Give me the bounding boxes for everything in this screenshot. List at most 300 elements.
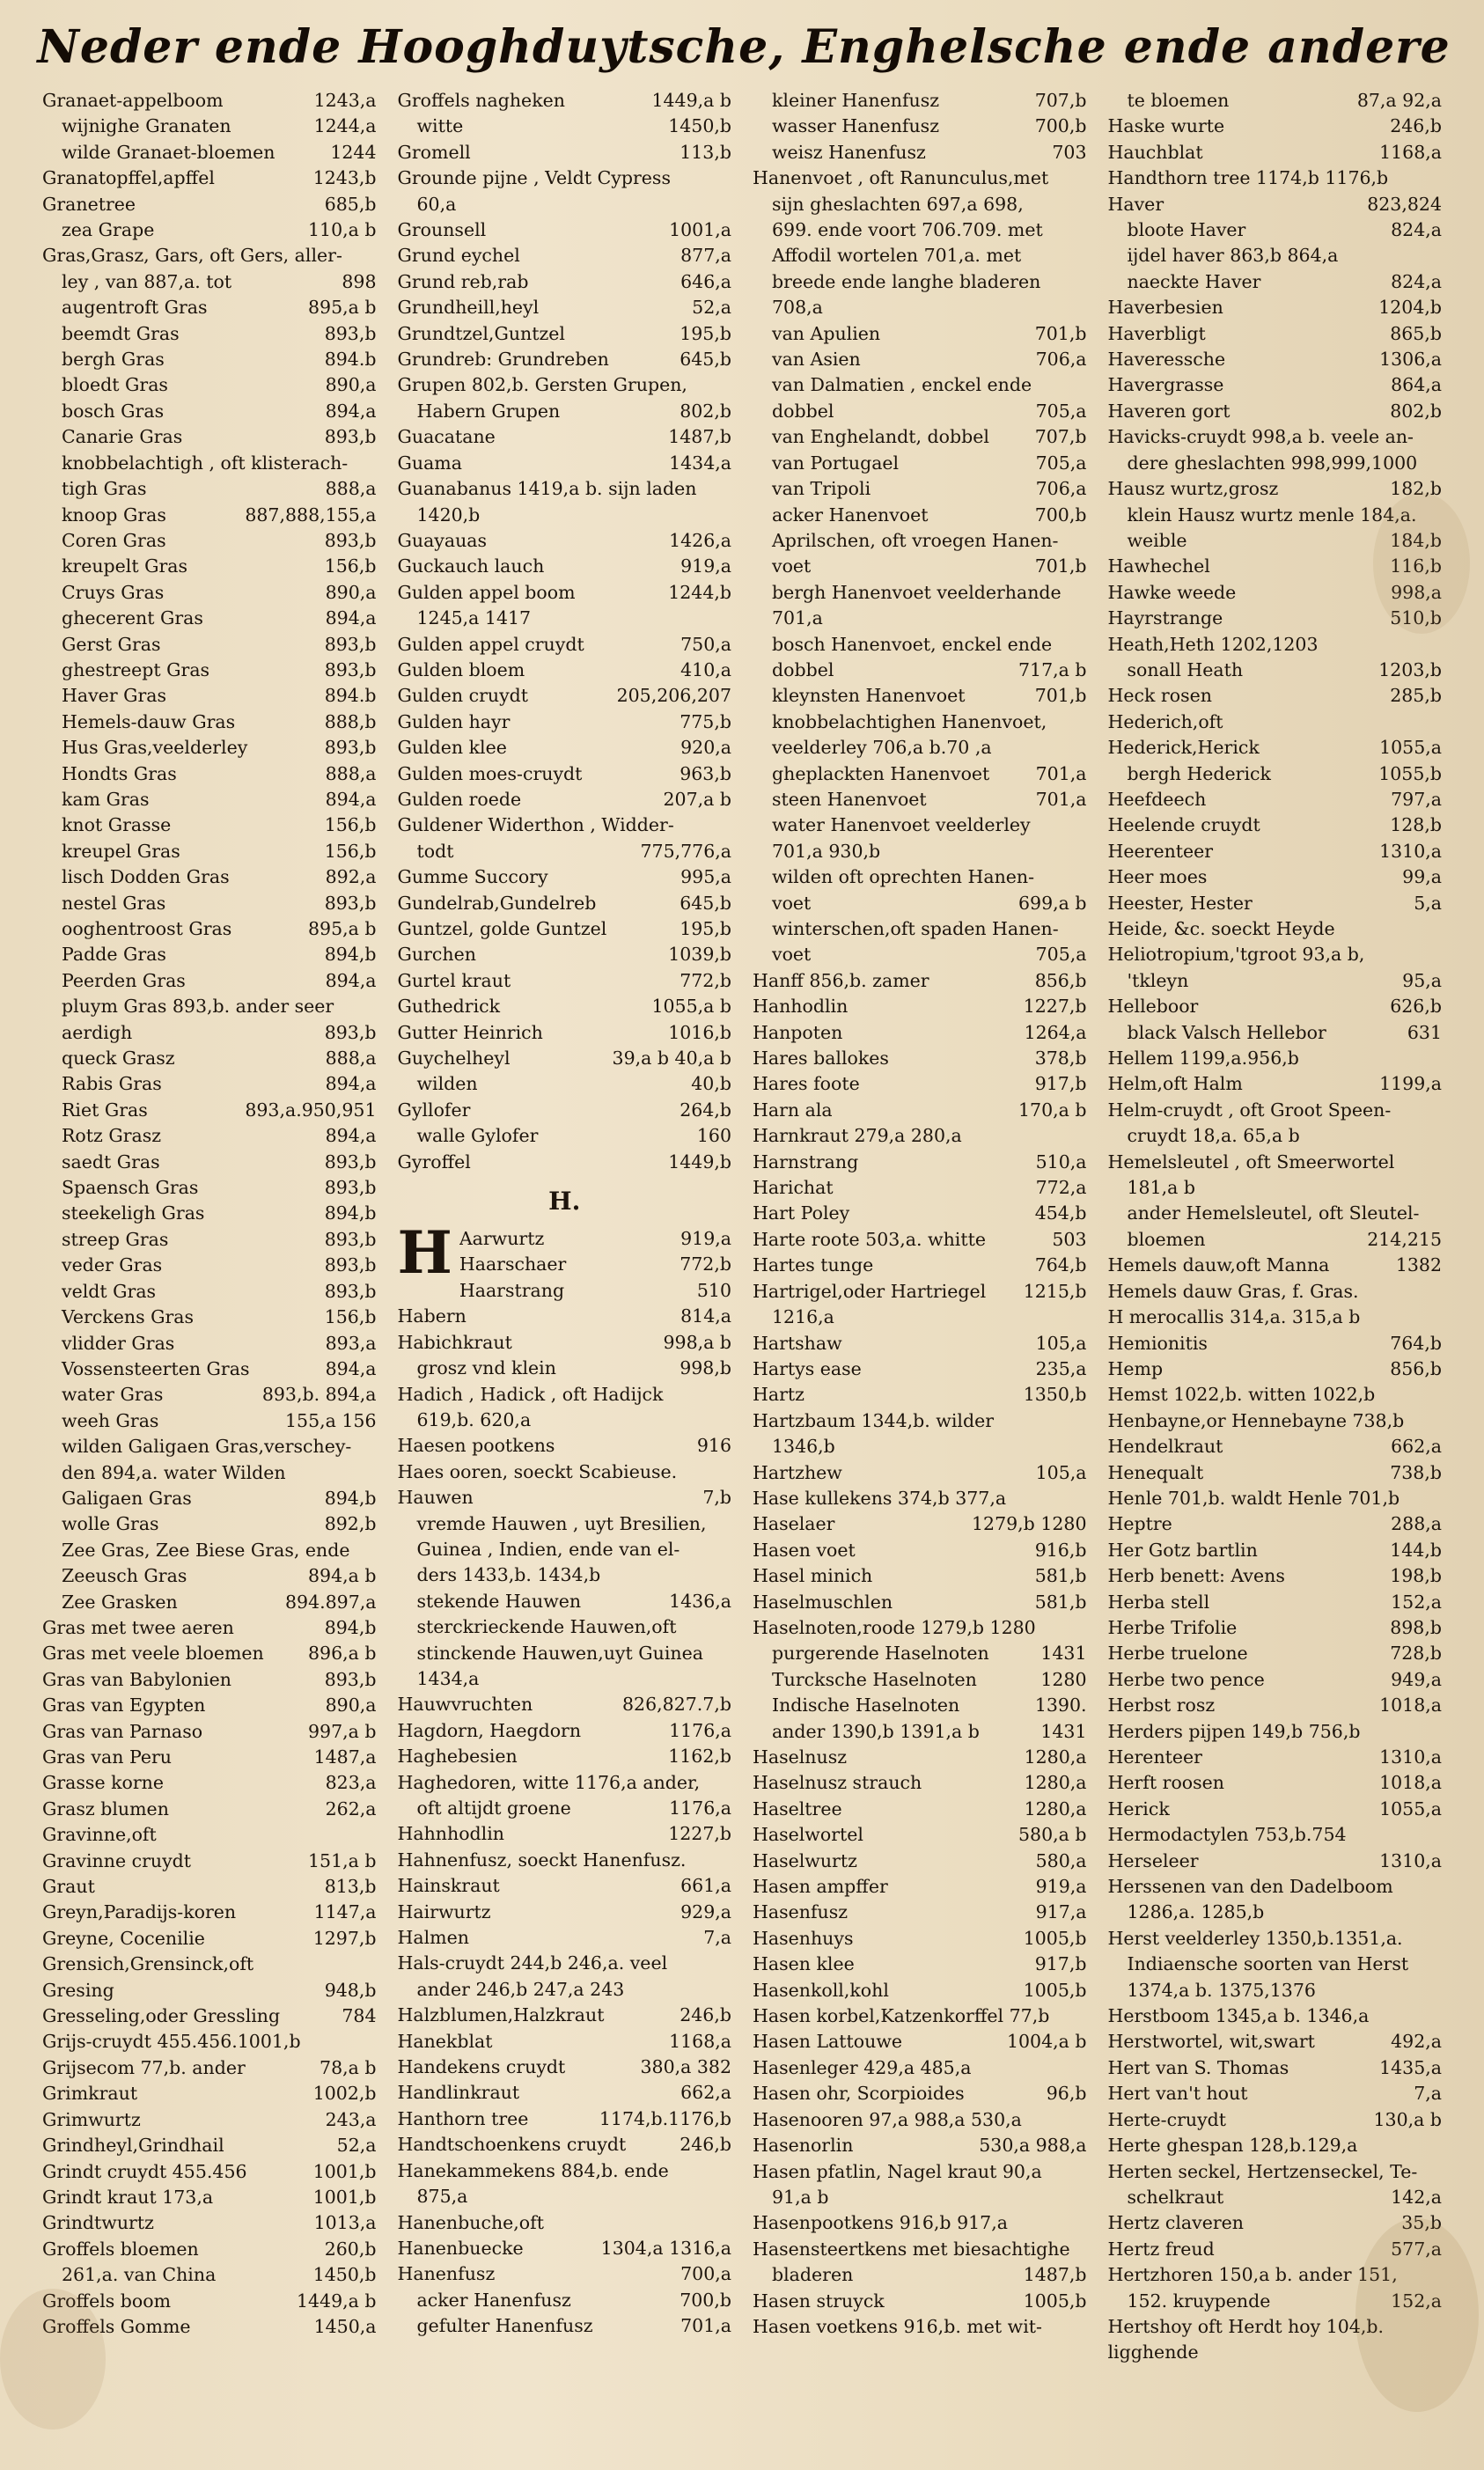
- index-entry: [753, 269, 1087, 295]
- entry-term: wasser Hanenfusz: [772, 115, 940, 137]
- index-entry: [753, 1253, 1087, 1278]
- entry-page-ref: 893,b: [324, 1254, 377, 1276]
- entry-page-ref: 95,a: [1402, 969, 1442, 991]
- index-entry: [753, 1874, 1087, 1900]
- entry-page-ref: 895,a b: [307, 918, 377, 939]
- entry-page-ref: 288,a: [1391, 1513, 1442, 1535]
- entry-term: Guntzel, golde Guntzel: [397, 918, 607, 939]
- index-entry: [1108, 942, 1443, 967]
- index-entry: [42, 1046, 377, 1071]
- page-title: Neder ende Hooghduytsche, Enghelsche ende andere: [37, 20, 1451, 74]
- entry-page-ref: 890,a: [325, 581, 377, 603]
- index-entry: [1108, 1590, 1443, 1615]
- index-entry: [42, 1020, 377, 1046]
- index-entry: [398, 372, 732, 398]
- index-entry: [398, 709, 732, 735]
- index-entry: [398, 1098, 732, 1123]
- entry-page-ref: 1436,a: [669, 1590, 731, 1612]
- entry-term: Guayauas: [397, 529, 488, 551]
- entry-term: Gras met veele bloemen: [42, 1643, 264, 1665]
- entry-page-ref: 285,b: [1390, 685, 1442, 707]
- index-entry: [753, 192, 1087, 217]
- entry-term: Guldener Widerthon , Widder-: [397, 814, 674, 836]
- entry-term: bosch Gras: [62, 400, 165, 422]
- index-entry: [398, 1071, 732, 1097]
- index-entry: [1108, 1098, 1443, 1123]
- entry-page-ref: 35,b: [1401, 2212, 1442, 2234]
- index-entry: [1108, 1071, 1443, 1097]
- entry-term: Hemels dauw Gras, f. Gras.: [1107, 1280, 1359, 1302]
- entry-term: Gras van Egypten: [42, 1694, 206, 1717]
- entry-term: Gras met twee aeren: [42, 1616, 234, 1638]
- entry-term: wilden: [416, 1073, 478, 1095]
- entry-term: Grundreb: Grundreben: [397, 349, 609, 371]
- entry-page-ref: 182,b: [1390, 478, 1442, 500]
- entry-term: 875,a: [416, 2186, 468, 2208]
- entry-term: Hart Poley: [753, 1202, 850, 1224]
- entry-term: Gerst Gras: [62, 633, 161, 655]
- index-entry: [1108, 1253, 1443, 1278]
- index-entry: [398, 1433, 732, 1459]
- entry-term: Heer moes: [1107, 866, 1208, 888]
- entry-term: Granaet-appelboom: [42, 90, 224, 111]
- index-entry: [42, 372, 377, 398]
- index-entry: [753, 2185, 1087, 2210]
- entry-page-ref: 893,b: [324, 322, 377, 344]
- index-entry: [42, 295, 377, 320]
- entry-term: pluym Gras 893,b. ander seer: [62, 996, 334, 1018]
- index-entry: [42, 683, 377, 709]
- index-entry: [398, 114, 732, 139]
- entry-page-ref: 130,a b: [1373, 2108, 1442, 2130]
- entry-term: 1374,a b. 1375,1376: [1127, 1979, 1316, 2001]
- entry-page-ref: 1449,b: [668, 1150, 731, 1173]
- entry-term: Granatopffel,apffel: [42, 167, 215, 189]
- entry-term: Gulden appel cruydt: [397, 633, 584, 655]
- entry-term: Havergrasse: [1107, 374, 1224, 396]
- index-entry: [42, 1434, 377, 1459]
- index-entry: [398, 2184, 732, 2209]
- index-entry: [753, 1123, 1087, 1149]
- entry-page-ref: 1244,a: [313, 115, 377, 137]
- entry-term: sterckrieckende Hauwen,oft: [416, 1616, 677, 1638]
- entry-term: Hendelkraut: [1107, 1436, 1223, 1458]
- index-entry: [1108, 1822, 1443, 1848]
- index-entry: [1108, 1123, 1443, 1149]
- index-entry: [1108, 476, 1443, 502]
- index-entry: [42, 1667, 377, 1693]
- entry-page-ref: 5,a: [1414, 892, 1442, 914]
- index-entry: [1108, 554, 1443, 579]
- index-entry: [753, 787, 1087, 812]
- index-columns: [33, 88, 1454, 2366]
- index-entry: [398, 632, 732, 658]
- entry-term: Hauchblat: [1107, 141, 1203, 163]
- entry-term: Spaensch Gras: [62, 1177, 199, 1199]
- entry-page-ref: 116,b: [1390, 555, 1442, 577]
- entry-term: 1216,a: [772, 1306, 834, 1328]
- entry-page-ref: 998,b: [680, 1357, 731, 1379]
- entry-page-ref: 894,a: [325, 1125, 377, 1147]
- entry-page-ref: 893,b: [324, 658, 377, 680]
- index-entry: [1108, 1563, 1443, 1589]
- entry-term: Gyllofer: [397, 1099, 471, 1121]
- entry-term: van Asien: [772, 349, 861, 371]
- index-entry: [398, 735, 732, 761]
- entry-page-ref: 700,b: [1034, 115, 1087, 137]
- entry-term: Heide, &c. soeckt Heyde: [1107, 918, 1335, 939]
- entry-page-ref: 1039,b: [668, 944, 731, 966]
- entry-term: van Tripoli: [772, 478, 871, 500]
- entry-term: Canarie Gras: [62, 426, 183, 448]
- entry-page-ref: 1310,a: [1379, 1746, 1442, 1768]
- entry-page-ref: 1001,b: [312, 2186, 377, 2208]
- entry-term: wilden oft oprechten Hanen-: [772, 866, 1035, 888]
- index-entry: [753, 2081, 1087, 2106]
- entry-term: gheplackten Hanenvoet: [772, 762, 990, 784]
- index-entry: [398, 1304, 732, 1329]
- index-entry: [753, 2314, 1087, 2340]
- index-entry: [1108, 192, 1443, 217]
- index-entry: [398, 839, 732, 864]
- entry-term: Hares foote: [753, 1073, 860, 1095]
- entry-term: Gutter Heinrich: [397, 1021, 543, 1043]
- entry-term: stinckende Hauwen,uyt Guinea: [416, 1642, 703, 1664]
- entry-page-ref: 1450,a: [313, 2315, 377, 2337]
- entry-term: Hauwvruchten: [397, 1694, 533, 1716]
- entry-term: 261,a. van China: [62, 2264, 217, 2286]
- entry-term: Gras,Grasz, Gars, oft Gers, aller-: [42, 245, 342, 267]
- entry-term: 181,a b: [1127, 1177, 1196, 1199]
- entry-term: lisch Dodden Gras: [62, 866, 230, 888]
- entry-page-ref: 706,a: [1035, 349, 1087, 371]
- index-entry: [753, 1046, 1087, 1071]
- entry-term: Hermodactylen 753,b.754: [1107, 1824, 1347, 1846]
- entry-term: Hasen voetkens 916,b. met wit-: [753, 2315, 1042, 2337]
- index-entry: [398, 1408, 732, 1433]
- index-entry: [753, 1434, 1087, 1459]
- entry-term: Haselnoten,roode 1279,b 1280: [753, 1616, 1036, 1638]
- entry-term: Hartzhew: [753, 1461, 842, 1483]
- entry-term: wilde Granaet-bloemen: [62, 141, 275, 163]
- entry-page-ref: 662,a: [1391, 1436, 1442, 1458]
- entry-term: Hasensteertkens met biesachtighe: [753, 2238, 1070, 2260]
- entry-term: Verckens Gras: [62, 1306, 195, 1328]
- entry-term: kam Gras: [62, 788, 150, 810]
- entry-page-ref: 890,a: [325, 374, 377, 396]
- entry-term: Grijsecom 77,b. ander: [42, 2056, 246, 2078]
- index-entry: [1108, 217, 1443, 243]
- index-entry: [1108, 2003, 1443, 2029]
- index-entry: [398, 994, 732, 1019]
- entry-term: knoop Gras: [62, 504, 166, 526]
- entry-term: Gravinne,oft: [42, 1824, 157, 1846]
- index-entry: [42, 891, 377, 916]
- entry-term: todt: [416, 840, 454, 862]
- entry-page-ref: 246,b: [1390, 115, 1442, 137]
- entry-term: Hasel minich: [753, 1565, 873, 1587]
- index-entry: [42, 1849, 377, 1874]
- index-entry: [753, 709, 1087, 735]
- entry-page-ref: 52,a: [692, 297, 731, 319]
- index-entry: [42, 2159, 377, 2185]
- entry-term: Heliotropium,'tgroot 93,a b,: [1107, 944, 1365, 966]
- entry-page-ref: 510,b: [1390, 607, 1442, 629]
- index-entry: [1108, 1408, 1443, 1434]
- entry-page-ref: 1168,a: [669, 2030, 731, 2052]
- index-entry: [1108, 1615, 1443, 1641]
- index-entry: [42, 1615, 377, 1641]
- index-entry: [42, 451, 377, 476]
- index-entry: [42, 1770, 377, 1796]
- entry-page-ref: 1005,b: [1023, 1927, 1087, 1949]
- index-entry: [398, 503, 732, 528]
- index-entry: [42, 1227, 377, 1253]
- entry-page-ref: 510,a: [1035, 1150, 1087, 1173]
- entry-page-ref: 963,b: [680, 762, 731, 784]
- index-entry: [42, 1071, 377, 1097]
- index-entry: [398, 658, 732, 683]
- index-entry: [1108, 1486, 1443, 1511]
- index-entry: [42, 217, 377, 243]
- entry-term: bloemen: [1127, 1228, 1206, 1250]
- entry-term: Hase kullekens 374,b 377,a: [753, 1487, 1007, 1509]
- entry-page-ref: 929,a: [680, 1900, 731, 1922]
- index-entry: [398, 968, 732, 994]
- index-entry: [1108, 503, 1443, 528]
- index-entry: [753, 1849, 1087, 1874]
- entry-page-ref: 894,b: [324, 944, 377, 966]
- index-entry: [753, 165, 1087, 191]
- index-entry: [42, 114, 377, 139]
- entry-term: Guinea , Indien, ende van el-: [416, 1538, 680, 1560]
- index-entry: [398, 2210, 732, 2236]
- entry-term: Turcksche Haselnoten: [772, 1668, 977, 1690]
- entry-page-ref: 1055,a b: [651, 996, 731, 1018]
- entry-page-ref: 764,b: [1390, 1332, 1442, 1354]
- entry-term: Indiaensche soorten van Herst: [1127, 1953, 1409, 1975]
- entry-page-ref: 893,b: [324, 1177, 377, 1199]
- entry-term: Hagdorn, Haegdorn: [397, 1719, 582, 1741]
- index-entry: [398, 1382, 732, 1408]
- entry-term: 619,b. 620,a: [416, 1408, 532, 1430]
- index-entry: [398, 1537, 732, 1562]
- entry-page-ref: 893,b: [324, 737, 377, 759]
- entry-page-ref: 888,b: [324, 710, 377, 732]
- entry-term: Hasenkoll,kohl: [753, 1979, 889, 2001]
- entry-term: Gras van Parnaso: [42, 1720, 203, 1742]
- entry-term: Hahnhodlin: [397, 1823, 504, 1845]
- entry-term: Riet Gras: [62, 1099, 148, 1121]
- index-entry: [1108, 709, 1443, 735]
- entry-term: Guanabanus 1419,a b. sijn laden: [397, 478, 697, 500]
- index-entry: [42, 1408, 377, 1434]
- index-entry: [753, 2003, 1087, 2029]
- entry-page-ref: 1304,a 1316,a: [600, 2237, 731, 2259]
- index-entry: [1108, 88, 1443, 114]
- entry-term: Heptre: [1107, 1513, 1172, 1535]
- index-entry: [398, 2003, 732, 2028]
- entry-page-ref: 530,a 988,a: [979, 2135, 1087, 2157]
- entry-page-ref: 894,a: [325, 400, 377, 422]
- entry-term: Hawke weede: [1107, 581, 1237, 603]
- entry-page-ref: 645,b: [680, 892, 731, 914]
- entry-term: Haseltree: [753, 1797, 842, 1819]
- entry-page-ref: 661,a: [680, 1875, 731, 1897]
- index-entry: [42, 1331, 377, 1356]
- index-entry: [42, 606, 377, 631]
- entry-page-ref: 1204,b: [1378, 297, 1442, 319]
- entry-term: Herbe truelone: [1107, 1643, 1248, 1665]
- entry-term: Graut: [42, 1876, 95, 1898]
- index-entry: [753, 1460, 1087, 1486]
- entry-page-ref: 917,b: [1034, 1073, 1087, 1095]
- index-entry: [42, 2314, 377, 2340]
- entry-page-ref: 888,a: [325, 1048, 377, 1070]
- entry-page-ref: 705,a: [1035, 944, 1087, 966]
- entry-term: weeh Gras: [62, 1409, 159, 1431]
- index-entry: [753, 528, 1087, 554]
- entry-page-ref: 1487,b: [668, 426, 731, 448]
- entry-page-ref: 1243,b: [312, 167, 377, 189]
- entry-term: Gras van Babylonien: [42, 1668, 231, 1690]
- entry-term: Grindt cruydt 455.456: [42, 2160, 247, 2182]
- index-entry: [398, 2236, 732, 2261]
- index-entry: [398, 2029, 732, 2055]
- entry-term: Gresseling,oder Gressling: [42, 2005, 281, 2027]
- index-entry: [42, 1978, 377, 2003]
- index-entry: [42, 916, 377, 942]
- entry-term: Heester, Hester: [1107, 892, 1253, 914]
- entry-page-ref: 893,b. 894,a: [261, 1384, 377, 1406]
- index-entry: [753, 864, 1087, 890]
- entry-term: Galigaen Gras: [62, 1487, 192, 1509]
- index-entry: [42, 787, 377, 812]
- entry-term: Hahnenfusz, soeckt Hanenfusz.: [397, 1849, 687, 1871]
- index-entry: [42, 968, 377, 994]
- index-entry: [42, 2262, 377, 2288]
- entry-term: Rotz Grasz: [62, 1125, 162, 1147]
- entry-term: Herstwortel, wit,swart: [1107, 2031, 1315, 2053]
- index-entry: [398, 321, 732, 347]
- index-entry: [1108, 1382, 1443, 1408]
- index-entry: [753, 1538, 1087, 1563]
- index-entry: [1108, 2159, 1443, 2185]
- entry-term: Haveren gort: [1107, 400, 1231, 422]
- entry-term: naeckte Haver: [1127, 270, 1261, 292]
- entry-page-ref: 646,a: [680, 270, 731, 292]
- entry-page-ref: 814,a: [680, 1305, 731, 1327]
- entry-page-ref: 1280: [1040, 1668, 1087, 1690]
- entry-page-ref: 1001,a: [669, 219, 731, 241]
- entry-term: Grounsell: [397, 219, 487, 241]
- entry-page-ref: 1018,a: [1379, 1694, 1442, 1717]
- entry-term: weisz Hanenfusz: [772, 141, 926, 163]
- entry-term: Guacatane: [397, 426, 496, 448]
- entry-page-ref: 105,a: [1035, 1332, 1087, 1354]
- index-entry: [398, 2106, 732, 2132]
- entry-page-ref: 705,a: [1035, 400, 1087, 422]
- entry-term: Hanenvoet , oft Ranunculus,met: [753, 167, 1049, 189]
- index-entry: [753, 1150, 1087, 1175]
- index-entry: [1108, 1279, 1443, 1305]
- index-entry: [42, 580, 377, 606]
- index-entry: [42, 1279, 377, 1305]
- entry-page-ref: 916,b: [1034, 1539, 1087, 1561]
- entry-page-ref: 1280,a: [1024, 1746, 1087, 1768]
- entry-term: Harn ala: [753, 1099, 833, 1121]
- entry-term: ley , van 887,a. tot: [62, 270, 232, 292]
- index-entry: [42, 839, 377, 864]
- section-heading: H.: [548, 1187, 581, 1217]
- entry-page-ref: 995,a: [680, 866, 731, 888]
- index-entry: [1108, 1693, 1443, 1718]
- entry-page-ref: 1431: [1040, 1720, 1087, 1742]
- index-entry: [398, 165, 732, 191]
- index-entry: [1108, 761, 1443, 787]
- entry-term: Haghebesien: [397, 1746, 518, 1768]
- index-entry: [753, 812, 1087, 838]
- index-entry: [1108, 2314, 1443, 2340]
- index-entry: [398, 891, 732, 916]
- entry-term: Hanenfusz: [397, 2263, 496, 2285]
- entry-page-ref: 156,b: [324, 840, 377, 862]
- entry-page-ref: 492,a: [1391, 2031, 1442, 2053]
- entry-term: Handekens cruydt: [397, 2056, 566, 2078]
- index-entry: [42, 1486, 377, 1511]
- entry-term: nestel Gras: [62, 892, 166, 914]
- index-entry: [42, 1641, 377, 1666]
- index-entry: [1108, 114, 1443, 139]
- entry-term: Aarwurtz: [459, 1228, 545, 1250]
- entry-term: Gumme Succory: [397, 866, 548, 888]
- entry-page-ref: 699,a b: [1017, 892, 1087, 914]
- index-entry: [398, 1046, 732, 1071]
- entry-page-ref: 896,a b: [307, 1643, 377, 1665]
- index-entry: [42, 2081, 377, 2106]
- entry-term: Hasenooren 97,a 988,a 530,a: [753, 2108, 1022, 2130]
- index-entry: [753, 2029, 1087, 2055]
- index-entry: [398, 2261, 732, 2287]
- index-entry: [753, 2055, 1087, 2081]
- index-entry: [398, 399, 732, 424]
- index-entry: [753, 2210, 1087, 2236]
- entry-term: Grupen 802,b. Gersten Grupen,: [397, 374, 687, 396]
- index-entry: [42, 424, 377, 450]
- entry-term: Gyroffel: [397, 1150, 471, 1173]
- index-entry: [398, 554, 732, 579]
- index-entry: [398, 916, 732, 942]
- index-entry: [398, 295, 732, 320]
- index-entry: [398, 1873, 732, 1899]
- entry-page-ref: 1244: [330, 141, 377, 163]
- index-entry: [42, 1693, 377, 1718]
- entry-term: Grindtwurtz: [42, 2212, 154, 2234]
- index-entry: [398, 1150, 732, 1175]
- entry-term: Hartz: [753, 1384, 804, 1406]
- entry-term: Herst veelderley 1350,b.1351,a.: [1107, 1927, 1403, 1949]
- entry-term: Herbe two pence: [1107, 1668, 1265, 1690]
- entry-term: Gras van Peru: [42, 1746, 172, 1768]
- entry-term: Herssenen van den Dadelboom: [1107, 1876, 1393, 1898]
- entry-page-ref: 1147,a: [313, 1901, 377, 1923]
- index-entry: [1108, 451, 1443, 476]
- entry-term: Herte-cruydt: [1107, 2108, 1227, 2130]
- index-entry: [753, 1900, 1087, 1925]
- entry-page-ref: 997,a b: [307, 1720, 377, 1742]
- index-entry: [753, 140, 1087, 165]
- entry-term: Gundelrab,Gundelreb: [397, 892, 597, 914]
